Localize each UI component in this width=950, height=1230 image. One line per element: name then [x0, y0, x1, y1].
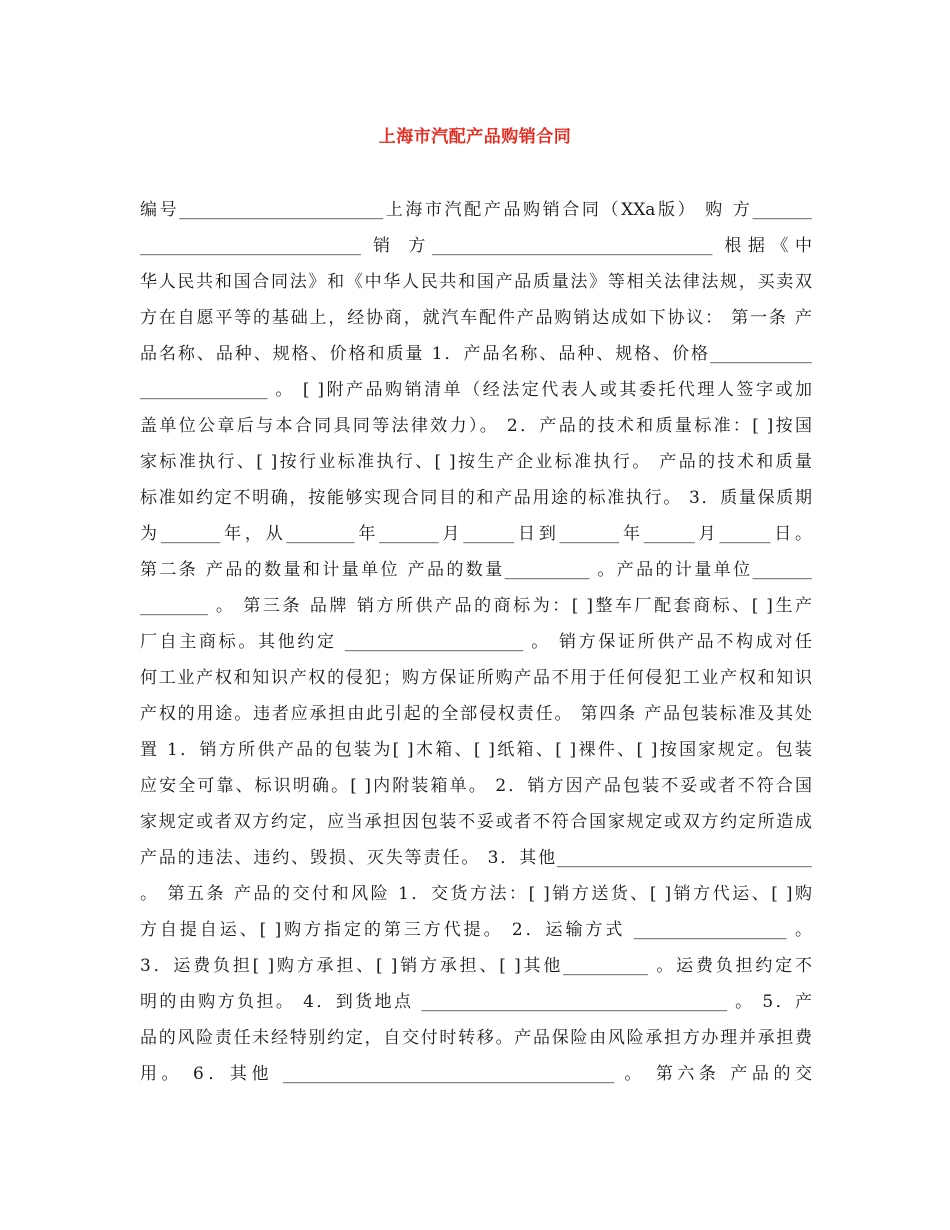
body-line: 方在自愿平等的基础上，经协商，就汽车配件产品购销达成如下协议： 第一条 产	[140, 308, 812, 328]
body-line: 何工业产权和知识产权的侵犯；购方保证所购产品不用于任何侵犯工业产权和知识	[140, 668, 812, 688]
body-line: __________________________ 销 方_________________________________ 根据《中	[140, 236, 812, 256]
contract-title: 上海市汽配产品购销合同	[378, 127, 572, 147]
body-line: _______________ 。 [ ]附产品购销清单（经法定代表人或其委托代理人签字或加	[140, 380, 812, 400]
body-line: 家标准执行、[ ]按行业标准执行、[ ]按生产企业标准执行。 产品的技术和质量	[140, 452, 812, 472]
body-line: 产权的用途。违者应承担由此引起的全部侵权责任。 第四条 产品包装标准及其处	[140, 704, 812, 724]
body-line: 产品的违法、违约、毁损、灭失等责任。 3．其他______________________________	[140, 848, 812, 868]
body-line: 明的由购方负担。 4．到货地点 ____________________________________ 。 5．产	[140, 992, 812, 1012]
body-line: 用。 6．其他 _______________________________________ 。 第六条 产品的交	[140, 1064, 812, 1084]
body-line: 置 1．销方所供产品的包装为[ ]木箱、[ ]纸箱、[ ]裸件、[ ]按国家规定。包装	[140, 740, 812, 760]
body-line: ________ 。 第三条 品牌 销方所供产品的商标为：[ ]整车厂配套商标、[ ]生产	[140, 596, 812, 616]
body-line: 应安全可靠、标识明确。[ ]内附装箱单。 2．销方因产品包装不妥或者不符合国	[140, 776, 812, 796]
body-line: 为_______年，从________年_______月______日到_______年______月______日。	[140, 524, 812, 544]
body-line: 标准如约定不明确，按能够实现合同目的和产品用途的标准执行。 3．质量保质期	[140, 488, 812, 508]
body-line: 厂自主商标。其他约定 _____________________ 。 销方保证所供产品不构成对任	[140, 632, 812, 652]
body-line: 方自提自运、[ ]购方指定的第三方代提。 2．运输方式 __________________ 。	[140, 920, 812, 940]
body-line: 家规定或者双方约定，应当承担因包装不妥或者不符合国家规定或双方约定所造成	[140, 812, 812, 832]
body-line: 华人民共和国合同法》和《中华人民共和国产品质量法》等相关法律法规，买卖双	[140, 272, 812, 292]
body-line: 品的风险责任未经特别约定，自交付时转移。产品保险由风险承担方办理并承担费	[140, 1028, 812, 1048]
body-line: 3．运费负担[ ]购方承担、[ ]销方承担、[ ]其他__________ 。运费负担约定不	[140, 956, 812, 976]
body-line: 。 第五条 产品的交付和风险 1．交货方法：[ ]销方送货、[ ]销方代运、[ ]购	[140, 884, 812, 904]
body-line: 第二条 产品的数量和计量单位 产品的数量__________ 。产品的计量单位_______	[140, 560, 812, 580]
body-line: 盖单位公章后与本合同具同等法律效力）。 2．产品的技术和质量标准：[ ]按国	[140, 416, 812, 436]
body-line: 编号________________________上海市汽配产品购销合同（XXa版） 购 方_______	[140, 200, 812, 220]
body-line: 品名称、品种、规格、价格和质量 1．产品名称、品种、规格、价格____________	[140, 344, 812, 364]
